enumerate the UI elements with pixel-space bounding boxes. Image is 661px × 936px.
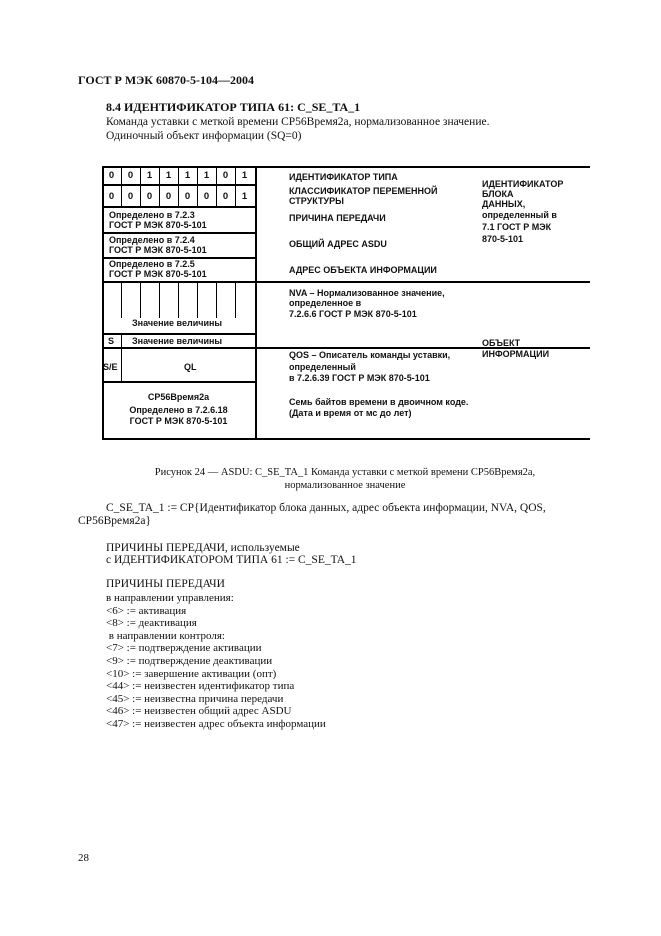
vsq-bit-4: 0	[184, 191, 191, 202]
figure-caption-line2: нормализованное значение	[284, 480, 406, 491]
value-label-msb: Значение величины	[132, 336, 223, 346]
nva-label-line3: 7.2.6.6 ГОСТ Р МЭК 870-5-101	[289, 309, 417, 319]
vsq-bit-2: 0	[222, 191, 229, 202]
reasons-list	[106, 592, 326, 731]
cot-heading-line1: ПРИЧИНЫ ПЕРЕДАЧИ, используемые	[106, 542, 300, 554]
vsq-bit-8: 0	[108, 191, 115, 202]
qos-label-line1: QOS – Описатель команды уставки,	[289, 350, 451, 360]
nva-label-line1: NVA – Нормализованное значение,	[289, 288, 445, 298]
list-item: <6> := активация	[106, 604, 187, 617]
cot-definition-line1: Определено в 7.2.3	[109, 210, 195, 220]
type-bit-6: 1	[146, 170, 153, 181]
common-address-label: ОБЩИЙ АДРЕС ASDU	[289, 239, 387, 249]
list-item: <8> := деактивация	[106, 617, 197, 630]
vsq-bit-1: 1	[241, 191, 248, 202]
list-item: <46> := неизвестен общий адрес ASDU	[106, 705, 292, 718]
nva-label-line2: определенное в	[289, 298, 362, 308]
type-id-label: ИДЕНТИФИКАТОР ТИПА	[289, 172, 398, 182]
qos-label-line2: определенный	[289, 362, 356, 372]
time-description-line2: (Дата и время от мс до лет)	[289, 408, 412, 418]
type-bit-1: 1	[241, 170, 248, 181]
vsq-bit-6: 0	[146, 191, 153, 202]
cot-definition-line2: ГОСТ Р МЭК 870-5-101	[109, 220, 207, 230]
monitor-direction-label: в направлении контроля:	[106, 629, 225, 642]
duid-label-line3: ДАННЫХ,	[482, 199, 526, 209]
list-item: <9> := подтверждение деактивации	[106, 654, 273, 667]
se-bit-label: S/E	[103, 362, 118, 372]
time-tag-name: CP56Время2a	[147, 392, 210, 402]
duid-label-line1: ИДЕНТИФИКАТОР	[482, 179, 564, 189]
duid-label-line4: определенный в	[482, 210, 557, 220]
definition-line2: CP56Время2a}	[78, 515, 152, 527]
time-description-line1: Семь байтов времени в двоичном коде.	[289, 397, 469, 407]
ioa-label: АДРЕС ОБЪЕКТА ИНФОРМАЦИИ	[289, 265, 437, 275]
value-label: Значение величины	[132, 318, 223, 328]
type-bit-7: 0	[127, 170, 134, 181]
vsq-bit-3: 0	[203, 191, 210, 202]
ioa-definition-line2: ГОСТ Р МЭК 870-5-101	[109, 269, 207, 279]
cot-label: ПРИЧИНА ПЕРЕДАЧИ	[289, 213, 386, 223]
list-item: <45> := неизвестна причина передачи	[106, 692, 284, 705]
ca-definition-line2: ГОСТ Р МЭК 870-5-101	[109, 245, 207, 255]
page-number: 28	[78, 852, 89, 864]
ioa-definition-line1: Определено в 7.2.5	[109, 259, 195, 269]
type-bit-5: 1	[165, 170, 172, 181]
ql-field-label: QL	[184, 362, 197, 372]
list-item: <47> := неизвестен адрес объекта информации	[106, 717, 326, 730]
section-title: 8.4 ИДЕНТИФИКАТОР ТИПА 61: C_SE_TA_1	[106, 100, 361, 114]
vsq-label-line1: КЛАССИФИКАТОР ПЕРЕМЕННОЙ	[289, 186, 438, 196]
figure-caption	[120, 466, 570, 492]
duid-label-line6: 870-5-101	[482, 234, 524, 244]
document-header: ГОСТ Р МЭК 60870-5-104—2004	[78, 73, 254, 87]
vsq-label-line2: СТРУКТУРЫ	[289, 196, 344, 206]
time-tag-definition: Определено в 7.2.6.18	[129, 405, 228, 415]
figure-caption-line1: Рисунок 24 — ASDU: C_SE_TA_1 Команда уставки с меткой времени CP56Время2a,	[154, 467, 536, 478]
info-object-label-line1: ОБЪЕКТ	[482, 338, 521, 348]
list-item: <10> := завершение активации (опт)	[106, 667, 277, 680]
control-direction-label: в направлении управления:	[106, 592, 234, 604]
reasons-heading: ПРИЧИНЫ ПЕРЕДАЧИ	[106, 578, 225, 590]
ca-definition-line1: Определено в 7.2.4	[109, 235, 195, 245]
vsq-bit-7: 0	[127, 191, 134, 202]
vsq-bit-5: 0	[165, 191, 172, 202]
sign-bit-label: S	[108, 336, 115, 346]
info-object-label-line2: ИНФОРМАЦИИ	[482, 349, 550, 359]
type-bit-2: 0	[222, 170, 229, 181]
qos-label-line3: в 7.2.6.39 ГОСТ Р МЭК 870-5-101	[289, 373, 430, 383]
list-item: <44> := неизвестен идентификатор типа	[106, 680, 295, 693]
type-bit-4: 1	[184, 170, 191, 181]
type-bit-3: 1	[203, 170, 210, 181]
section-sq-note: Одиночный объект информации (SQ=0)	[106, 130, 302, 142]
cot-heading-line2: с ИДЕНТИФИКАТОРОМ ТИПА 61 := C_SE_TA_1	[106, 554, 357, 566]
section-description: Команда уставки с меткой времени CP56Время2a, нормализованное значение.	[106, 116, 490, 128]
duid-label-line5: 7.1 ГОСТ Р МЭК	[482, 222, 552, 232]
duid-label-line2: БЛОКА	[482, 189, 514, 199]
definition-line1: C_SE_TA_1 := CP{Идентификатор блока данных, адрес объекта информации, NVA, QOS,	[106, 502, 546, 514]
type-bit-8: 0	[108, 170, 115, 181]
time-tag-standard: ГОСТ Р МЭК 870-5-101	[129, 416, 228, 426]
asdu-structure-figure	[102, 166, 590, 440]
list-item: <7> := подтверждение активации	[106, 642, 262, 655]
